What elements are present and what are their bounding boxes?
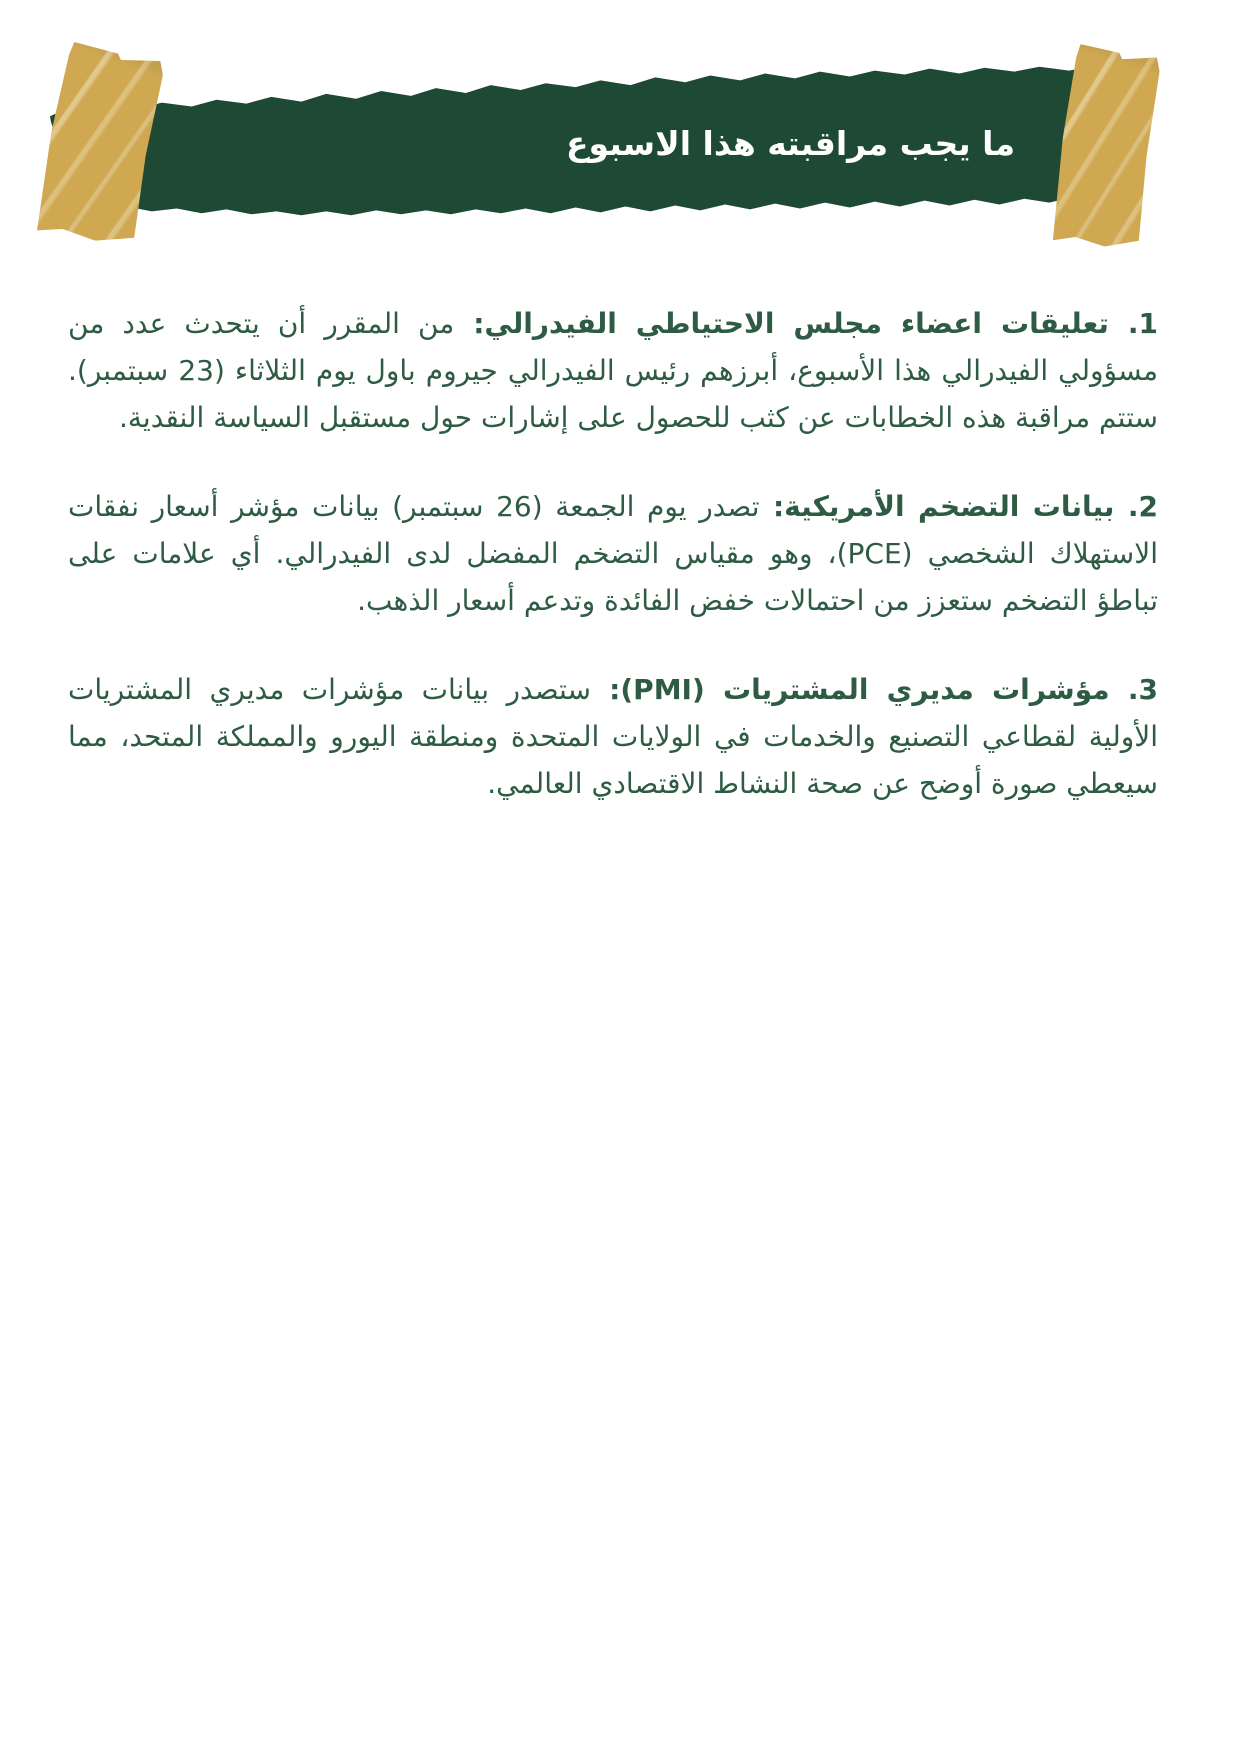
paragraph-text: ستصدر بيانات مؤشرات مديري المشتريات الأولية لقطاعي التصنيع والخدمات في الولايات المتحدة ومنطقة اليورو والمملكة المتحد، مما سيعطي صورة أوضح عن صحة النشاط الاقتصادي العالمي. xyxy=(68,673,1158,800)
paragraph-text: تصدر يوم الجمعة (26 سبتمبر) بيانات مؤشر أسعار نفقات الاستهلاك الشخصي (PCE)، وهو مقياس التضخم المفضل لدى الفيدرالي. أي علامات على تباطؤ التضخم ستعزز من احتمالات خفض الفائدة وتدعم أسعار الذهب. xyxy=(68,490,1159,617)
paragraph-lead: 2. بيانات التضخم الأمريكية: xyxy=(759,490,1158,523)
paragraph-text: من المقرر أن يتحدث عدد من مسؤولي الفيدرالي هذا الأسبوع، أبرزهم رئيس الفيدرالي جيروم باول يوم الثلاثاء (23 سبتمبر). ستتم مراقبة هذه الخطابات عن كثب للحصول على إشارات حول مستقبل السياسة النقدية. xyxy=(68,307,1159,434)
paragraph-pmi xyxy=(68,666,1158,807)
week-watch-banner xyxy=(42,58,1164,223)
paragraph-lead: 3. مؤشرات مديري المشتريات (PMI): xyxy=(590,673,1158,706)
paragraph-fed-comments xyxy=(68,300,1158,441)
paragraph-lead: 1. تعليقات اعضاء مجلس الاحتياطي الفيدرالي: xyxy=(454,307,1158,340)
banner-title: ما يجب مراقبته هذا الاسبوع xyxy=(565,124,1015,163)
article xyxy=(68,300,1158,849)
paragraph-us-inflation xyxy=(68,483,1158,624)
